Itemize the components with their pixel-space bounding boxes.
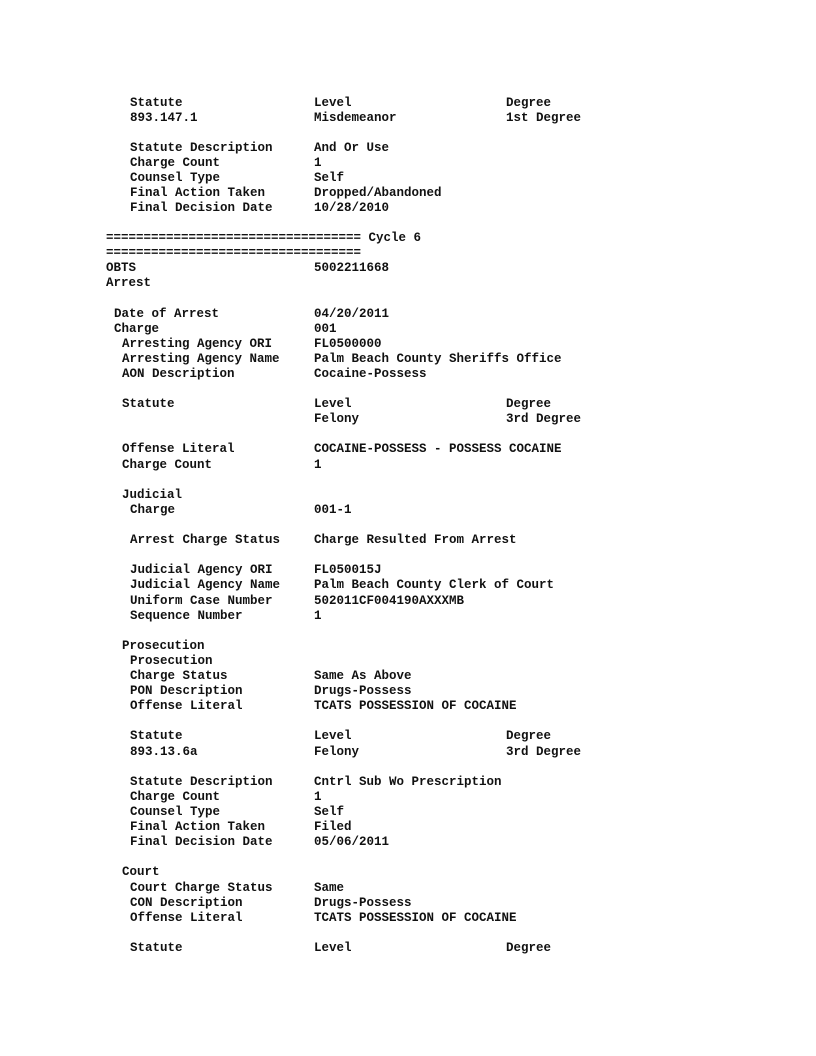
field-value: Palm Beach County Sheriffs Office	[314, 352, 562, 366]
field-value: FL0500000	[314, 337, 382, 351]
obts-label: OBTS	[106, 261, 137, 275]
offense-literal-label: Offense Literal	[122, 442, 235, 456]
cycle-separator: ================================== Cycle 6	[106, 231, 422, 245]
field-value: 1	[314, 156, 322, 170]
field-label: CON Description	[130, 896, 243, 910]
field-value: 1	[314, 609, 322, 623]
level-header: Level	[314, 96, 352, 110]
level-value: Felony	[314, 412, 360, 426]
field-value: 1	[314, 790, 322, 804]
field-value: Cntrl Sub Wo Prescription	[314, 775, 502, 789]
statute-value: 893.147.1	[130, 111, 198, 125]
charge-label: Charge	[114, 322, 160, 336]
field-value: 10/28/2010	[314, 201, 390, 215]
field-value: FL050015J	[314, 563, 382, 577]
field-label: Offense Literal	[130, 699, 243, 713]
statute-header: Statute	[130, 96, 183, 110]
field-value: Dropped/Abandoned	[314, 186, 442, 200]
level-header: Level	[314, 397, 352, 411]
field-value: Palm Beach County Clerk of Court	[314, 578, 555, 592]
arrest-charge-status-value: Charge Resulted From Arrest	[314, 533, 517, 547]
field-label: Sequence Number	[130, 609, 243, 623]
field-label: Judicial Agency ORI	[130, 563, 273, 577]
field-value: Filed	[314, 820, 352, 834]
field-label: Statute Description	[130, 775, 273, 789]
charge-count-value: 1	[314, 458, 322, 472]
date-of-arrest-label: Date of Arrest	[114, 307, 220, 321]
arrest-charge-status-label: Arrest Charge Status	[130, 533, 281, 547]
field-value: Cocaine-Possess	[314, 367, 427, 381]
field-label: Statute Description	[130, 141, 273, 155]
judicial-heading: Judicial	[122, 488, 183, 502]
charge-value: 001	[314, 322, 337, 336]
field-label: Charge Count	[130, 790, 221, 804]
statute-value: 893.13.6a	[130, 745, 198, 759]
field-value: Drugs-Possess	[314, 684, 412, 698]
judicial-charge-value: 001-1	[314, 503, 352, 517]
level-header: Level	[314, 729, 352, 743]
field-label: Arresting Agency Name	[122, 352, 280, 366]
field-value: Self	[314, 805, 345, 819]
field-value: And Or Use	[314, 141, 390, 155]
level-header: Level	[314, 941, 352, 955]
field-label: Charge Status	[130, 669, 228, 683]
statute-header: Statute	[130, 941, 183, 955]
degree-value: 1st Degree	[506, 111, 582, 125]
charge-count-label: Charge Count	[122, 458, 213, 472]
statute-header: Statute	[122, 397, 175, 411]
obts-value: 5002211668	[314, 261, 390, 275]
degree-header: Degree	[506, 941, 552, 955]
judicial-charge-label: Charge	[130, 503, 176, 517]
field-label: Offense Literal	[130, 911, 243, 925]
field-label: Judicial Agency Name	[130, 578, 281, 592]
prosecution-heading: Prosecution	[122, 639, 205, 653]
court-heading: Court	[122, 865, 160, 879]
level-value: Felony	[314, 745, 360, 759]
field-label: Final Decision Date	[130, 835, 273, 849]
level-value: Misdemeanor	[314, 111, 397, 125]
degree-value: 3rd Degree	[506, 412, 582, 426]
field-value: TCATS POSSESSION OF COCAINE	[314, 699, 517, 713]
degree-value: 3rd Degree	[506, 745, 582, 759]
offense-literal-value: COCAINE-POSSESS - POSSESS COCAINE	[314, 442, 562, 456]
field-label: Final Decision Date	[130, 201, 273, 215]
field-value: TCATS POSSESSION OF COCAINE	[314, 911, 517, 925]
degree-header: Degree	[506, 96, 552, 110]
field-label: Charge Count	[130, 156, 221, 170]
statute-header: Statute	[130, 729, 183, 743]
field-label: Counsel Type	[130, 805, 221, 819]
field-label: Final Action Taken	[130, 820, 266, 834]
field-label: Counsel Type	[130, 171, 221, 185]
field-label: Court Charge Status	[130, 881, 273, 895]
degree-header: Degree	[506, 729, 552, 743]
cycle-separator: ==================================	[106, 246, 362, 260]
field-value: Same	[314, 881, 345, 895]
degree-header: Degree	[506, 397, 552, 411]
prosecution-subheading: Prosecution	[130, 654, 213, 668]
field-value: Drugs-Possess	[314, 896, 412, 910]
field-label: PON Description	[130, 684, 243, 698]
field-value: 05/06/2011	[314, 835, 390, 849]
date-of-arrest-value: 04/20/2011	[314, 307, 390, 321]
field-value: 502011CF004190AXXXMB	[314, 594, 465, 608]
arrest-heading: Arrest	[106, 276, 152, 290]
field-value: Self	[314, 171, 345, 185]
field-label: Arresting Agency ORI	[122, 337, 273, 351]
field-label: Final Action Taken	[130, 186, 266, 200]
field-label: Uniform Case Number	[130, 594, 273, 608]
field-value: Same As Above	[314, 669, 412, 683]
field-label: AON Description	[122, 367, 235, 381]
